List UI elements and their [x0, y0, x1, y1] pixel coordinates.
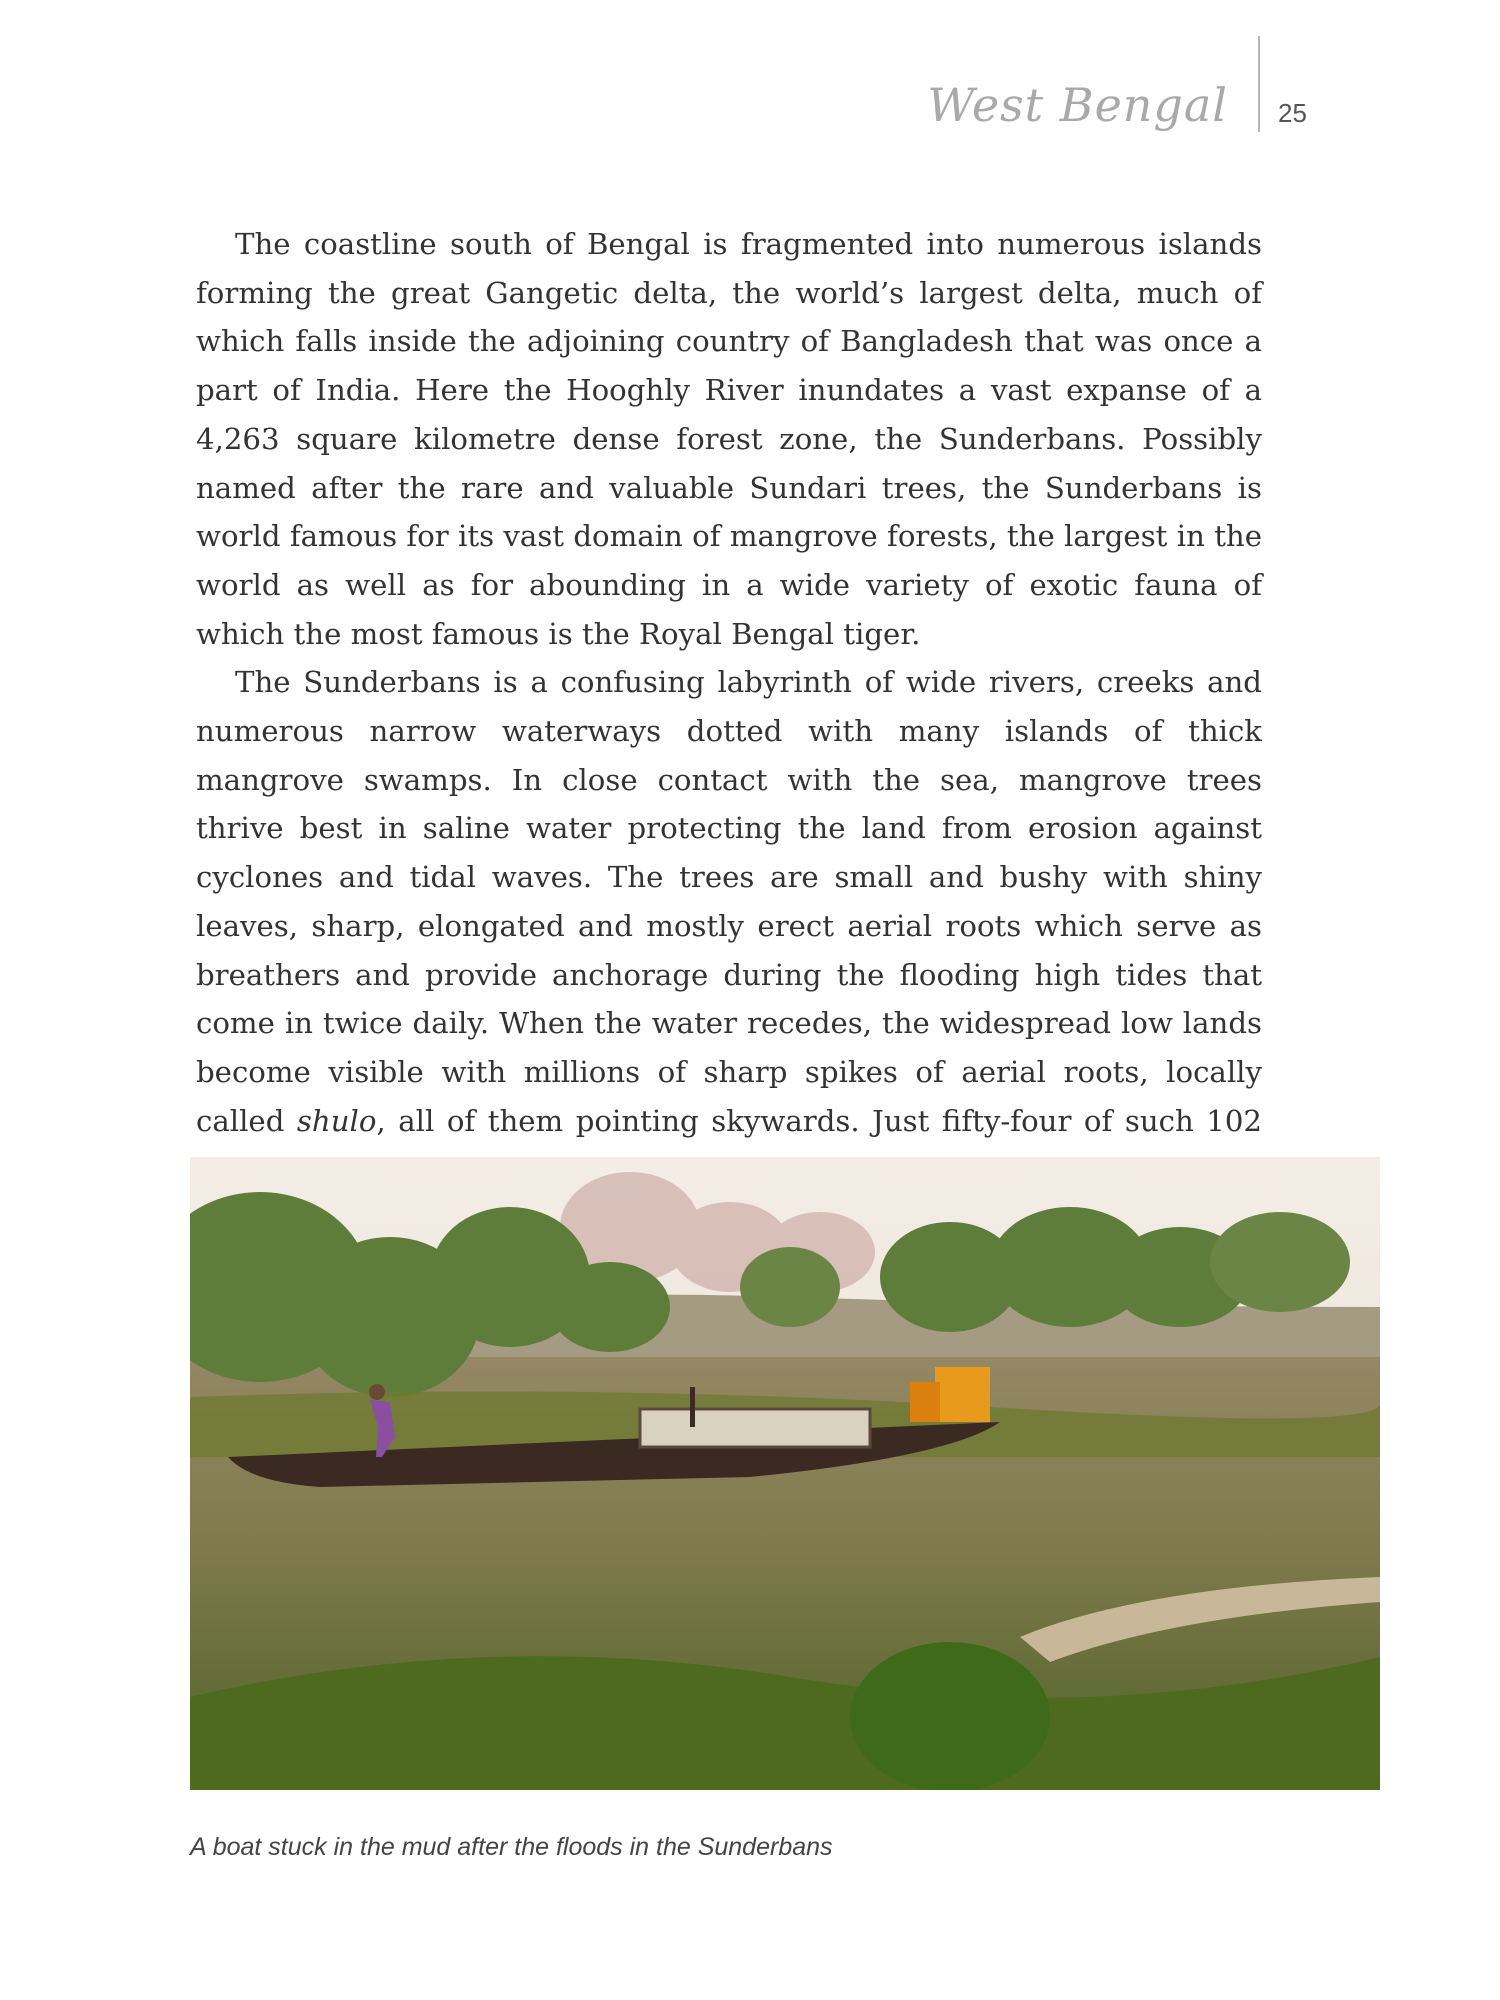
page-number: 25 [1278, 98, 1307, 128]
paragraph-text: The Sunderbans is a confusing labyrinth of wide rivers, creeks and numerous narrow waterways dotted with many islands of thick mangrove swamps. In close contact with the sea, mangrove trees thrive best in saline water protecting the land from erosion against cyclones and tidal waves. The trees are small and bushy with shiny leaves, sharp, elongated and mostly erect aerial roots which serve as breathers and provide anchorage during the flooding high tides that come in twice daily. When the water recedes, the widespread low lands become visible with millions of sharp spikes of aerial roots, locally called [196, 665, 1262, 1138]
running-header [800, 36, 1320, 146]
figure-caption: A boat stuck in the mud after the floods in the Sunderbans [190, 1833, 833, 1861]
paragraph-text: , all of them pointing skywards. Just fifty-four of such 102 [376, 1103, 1262, 1138]
paragraph: The coastline south of Bengal is fragmented into numerous islands forming the great Gangetic delta, the world’s largest delta, much of which falls inside the adjoining country of Bangladesh that was once a part of India. Here the Hooghly River inundates a vast expanse of a 4,263 square kilometre dense forest zone, the Sunderbans. Possibly named after the rare and valuable Sundari trees, the Sunderbans is world famous for its vast domain of mangrove forests, the largest in the world as well as for abounding in a wide variety of exotic fauna of which the most famous is the Royal Bengal tiger. [196, 227, 1262, 651]
section-title: West Bengal [927, 78, 1228, 132]
sunderbans-photo [190, 1157, 1380, 1790]
article-body [196, 220, 1262, 1194]
italic-term: shulo [296, 1103, 377, 1138]
paragraph [196, 658, 1262, 1194]
header-divider [1258, 36, 1260, 132]
